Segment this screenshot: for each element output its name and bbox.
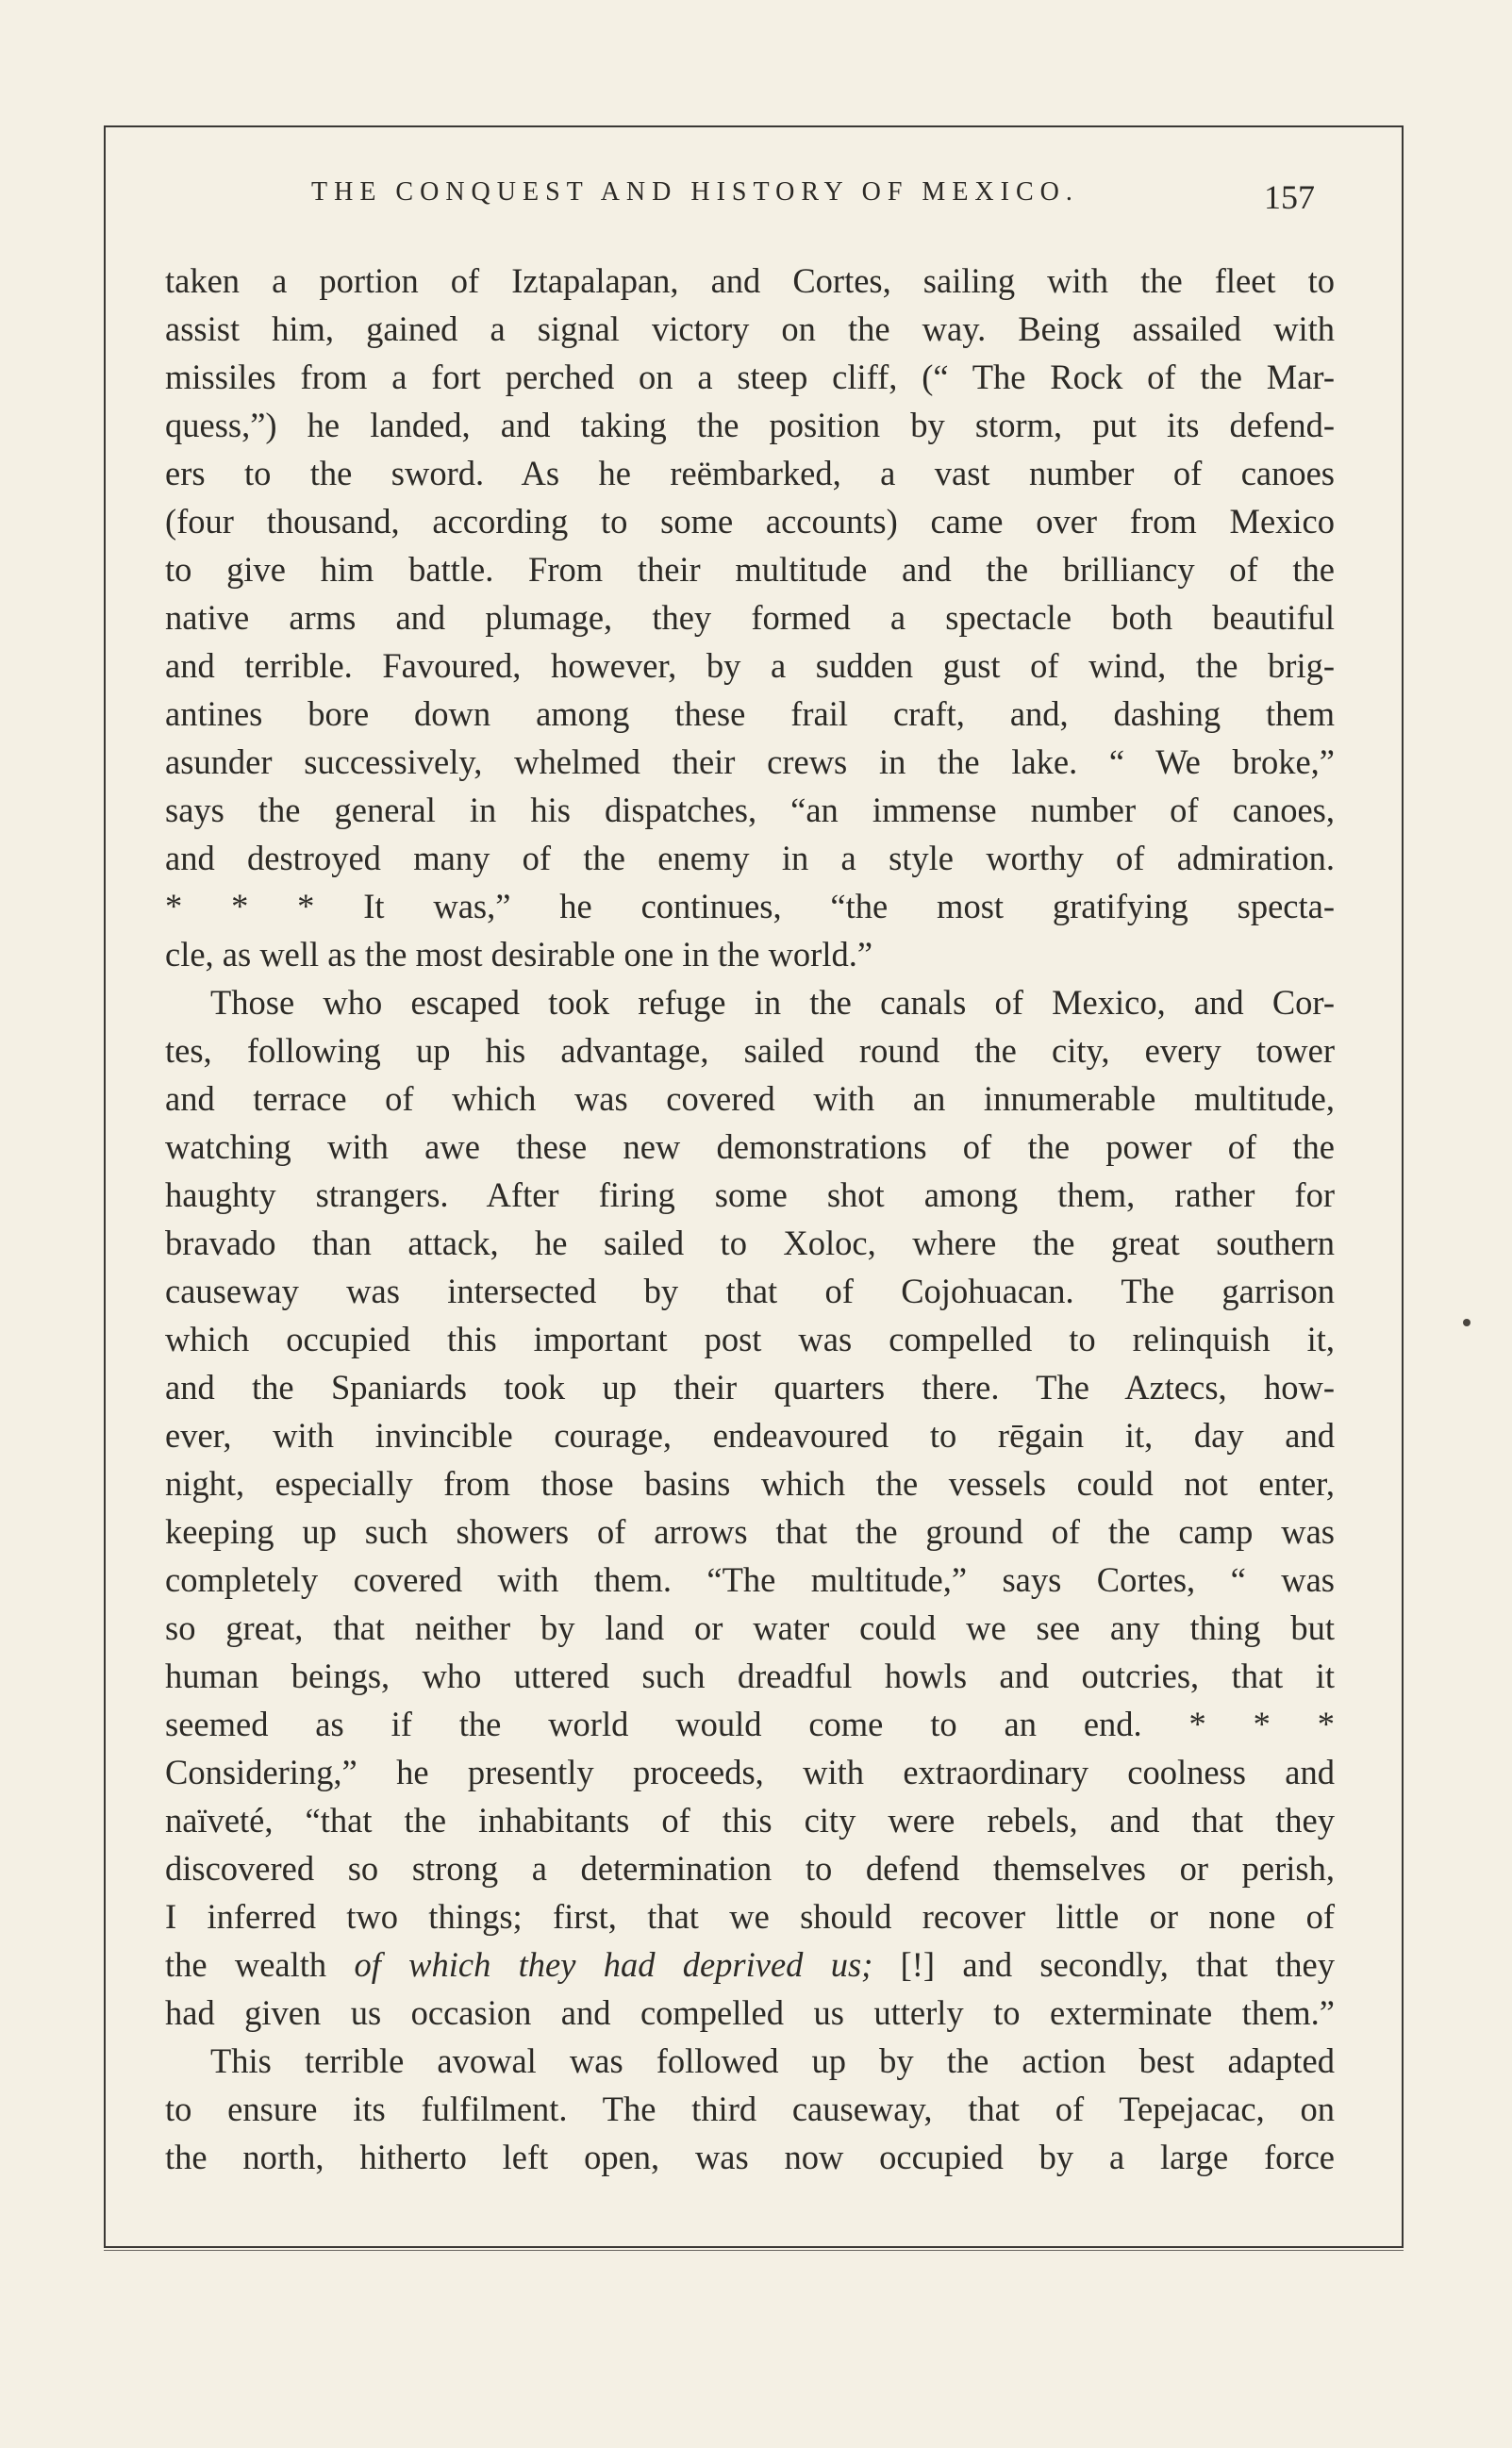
bottom-rule [104, 2250, 1404, 2251]
text-line: missiles from a fort perched on a steep cliff, (“ The Rock of the Mar- [165, 358, 1335, 396]
text-line: ever, with invincible courage, endeavoured to rēgain it, day and [165, 1416, 1335, 1455]
text-line: haughty strangers. After firing some shot among them, rather for [165, 1175, 1335, 1214]
text-line: and the Spaniards took up their quarters there. The Aztecs, how- [165, 1368, 1335, 1407]
text-line: asunder successively, whelmed their crews in the lake. “ We broke,” [165, 742, 1335, 781]
text-line: keeping up such showers of arrows that the ground of the camp was [165, 1512, 1335, 1551]
ink-spot [1463, 1319, 1470, 1326]
page-number: 157 [1264, 178, 1315, 216]
text-line: to give him battle. From their multitude and the brilliancy of the [165, 550, 1335, 589]
text-line: seemed as if the world would come to an end. * * * [165, 1705, 1335, 1743]
text-line: * * * It was,” he continues, “the most gratifying specta- [165, 887, 1335, 925]
text-line: which occupied this important post was compelled to relinquish it, [165, 1320, 1335, 1358]
text-line: Those who escaped took refuge in the canals of Mexico, and Cor- [210, 983, 1335, 1022]
text-line: night, especially from those basins which the vessels could not enter, [165, 1464, 1335, 1503]
text-line: quess,”) he landed, and taking the position by storm, put its defend- [165, 406, 1335, 444]
text-line: completely covered with them. “The multitude,” says Cortes, “ was [165, 1560, 1335, 1599]
text-line: antines bore down among these frail craft, and, dashing them [165, 694, 1335, 733]
text-line: tes, following up his advantage, sailed round the city, every tower [165, 1031, 1335, 1070]
text-line: naïveté, “that the inhabitants of this city were rebels, and that they [165, 1801, 1335, 1840]
text-line: bravado than attack, he sailed to Xoloc, where the great southern [165, 1224, 1335, 1262]
text-line: (four thousand, according to some accounts) came over from Mexico [165, 502, 1335, 541]
text-line: and terrible. Favoured, however, by a sudden gust of wind, the brig- [165, 646, 1335, 685]
text-line: Considering,” he presently proceeds, with extraordinary coolness and [165, 1753, 1335, 1791]
text-line: causeway was intersected by that of Cojohuacan. The garrison [165, 1272, 1335, 1310]
text-line: I inferred two things; first, that we should recover little or none of [165, 1897, 1335, 1936]
text-line: native arms and plumage, they formed a spectacle both beautiful [165, 598, 1335, 637]
running-title: THE CONQUEST AND HISTORY OF MEXICO. [311, 177, 1079, 207]
text-line: watching with awe these new demonstrations of the power of the [165, 1127, 1335, 1166]
text-line: the north, hitherto left open, was now occupied by a large force [165, 2138, 1335, 2176]
text-line: ers to the sword. As he reëmbarked, a vast number of canoes [165, 454, 1335, 492]
text-line: to ensure its fulfilment. The third causeway, that of Tepejacac, on [165, 2090, 1335, 2128]
text-line: This terrible avowal was followed up by the action best adapted [210, 2041, 1335, 2080]
text-line: the wealth of which they had deprived us; [!] and secondly, that they [165, 1945, 1335, 1984]
body-text [165, 257, 1335, 2181]
text-line: says the general in his dispatches, “an immense number of canoes, [165, 791, 1335, 829]
text-line: had given us occasion and compelled us utterly to exterminate them.” [165, 1993, 1335, 2032]
text-line: and destroyed many of the enemy in a style worthy of admiration. [165, 839, 1335, 877]
text-line: human beings, who uttered such dreadful howls and outcries, that it [165, 1657, 1335, 1695]
text-line: so great, that neither by land or water could we see any thing but [165, 1608, 1335, 1647]
text-line: assist him, gained a signal victory on the way. Being assailed with [165, 309, 1335, 348]
text-line: discovered so strong a determination to defend themselves or perish, [165, 1849, 1335, 1888]
text-line: cle, as well as the most desirable one in the world.” [165, 935, 873, 974]
text-line: and terrace of which was covered with an innumerable multitude, [165, 1079, 1335, 1118]
text-line: taken a portion of Iztapalapan, and Cortes, sailing with the fleet to [165, 261, 1335, 300]
